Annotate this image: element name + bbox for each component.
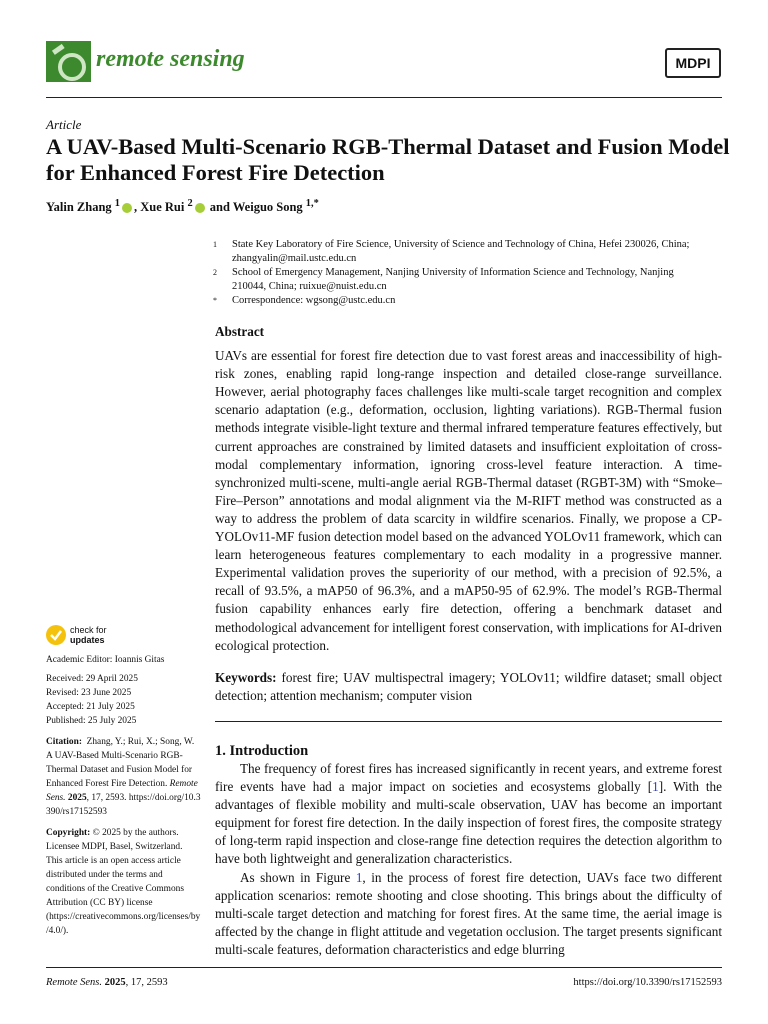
affil-number: * [213,296,217,305]
figure-link[interactable]: 1 [355,869,363,885]
author-name: Xue Rui [140,200,185,215]
dates [46,672,201,728]
author-affil: 2 [187,198,193,209]
badge-text: check for [70,625,107,635]
academic-editor: Academic Editor: Ioannis Gitas [46,655,165,665]
header-divider [46,97,722,98]
journal-logo [46,41,91,82]
footer-citation [46,977,168,988]
separator: , [133,200,141,215]
citation-year: 2025 [67,793,87,803]
keywords-text: forest fire; UAV multispectral imagery; YOLOv11; wildfire dataset; small object detection; attention mechanism; computer vision [215,669,722,703]
reference-link[interactable]: 1 [652,779,659,795]
footer-journal: Remote Sens. [46,977,102,988]
intro-heading: 1. Introduction [215,742,309,759]
author-affil: 1,* [305,198,319,209]
affil-text: School of Emergency Management, Nanjing University of Information Science and Technology, Nanjing 210044, China; ruixue@nuist.edu.cn [232,267,674,292]
footer-volume: , 17, 2593 [125,977,168,988]
date-received: Received: 29 April 2025 [46,674,138,684]
text: ]. With the advantages of flexible mobility and multi-scale observation, UAV has become an important equipment for forest fire detection. In the daily inspection of forest fires, the composite strategy of long-term rapid inspection and close-range fine detection requires the detection algorithm to have both lightweight and generalization characteristics. [215,779,722,867]
affil-number: 2 [213,268,217,277]
author-affil: 1 [114,198,120,209]
affil-number: 1 [213,240,217,249]
article-type: Article [46,117,82,132]
text: As shown in Figure [240,869,356,885]
main-column [215,323,722,959]
intro-paragraph [215,869,722,959]
keywords-label: Keywords: [215,669,277,685]
badge-text: updates [70,635,105,645]
footer-doi-link[interactable]: https://doi.org/10.3390/rs17152593 [573,977,722,988]
affiliations [213,238,723,308]
intro-paragraph [215,760,722,869]
date-revised: Revised: 23 June 2025 [46,688,132,698]
satellite-icon [46,41,91,82]
citation [46,735,201,819]
affil-text: State Key Laboratory of Fire Science, University of Science and Technology of China, Hefei 230026, China; zhangyalin@mail.ustc.edu.cn [232,239,690,264]
section-divider [215,721,722,722]
check-icon [46,625,66,645]
abstract-text: UAVs are essential for forest fire detection due to vast forest areas and inaccessibility of high-risk zones, enabling rapid long-range inspection and detailed close-range surveillance. However, aerial photography faces challenges like multi-scale target recognition and complex scenario adaptation (e.g., deformation, occlusion, lighting variations). RGB-Thermal fusion methods integrate visible-light texture and thermal infrared temperature features effectively, but current approaches are constrained by limited datasets and insufficient exploitation of cross-modal complementary information, ignoring cross-level feature interaction. A time-synchronized multi-scene, multi-angle aerial RGB-Thermal dataset (RGBT-3M) with “Smoke–Fire–Person” annotations and modal alignment via the M-RIFT method was constructed as a way to address the problem of data scarcity in wildfire scenarios. Finally, we propose a CP-YOLOv11-MF fusion detection model based on the advanced YOLOv11 framework, which can learn heterogeneous features complementary to each modality in a progressive manner. Experimental validation proves the superiority of our method, with a precision of 92.5%, a recall of 93.5%, a mAP50 of 96.3%, and a mAP50-95 of 62.9%. The model’s RGB-Thermal fusion capability enhances early fire detection, offering a benchmark dataset and methodological advancement for intelligent forest conservation, with implications for AI-driven ecological protection. [215,348,722,653]
author-name: Weiguo Song [232,200,303,215]
citation-doi-link[interactable]: https://doi.org/10.3390/rs17152593 [46,793,201,817]
author-list [46,198,319,215]
orcid-icon[interactable] [195,203,205,213]
copyright [46,826,201,938]
check-for-updates-badge[interactable] [46,625,201,645]
paper-title: A UAV-Based Multi-Scenario RGB-Thermal Dataset and Fusion Model for Enhanced Forest Fire Detection [46,134,730,185]
publisher-logo[interactable]: MDPI [665,48,721,78]
author-name: Yalin Zhang [46,200,112,215]
citation-journal: Remote Sens. [46,779,198,803]
affiliation-1 [213,238,723,266]
citation-text: Zhang, Y.; Rui, X.; Song, W. A UAV-Based Multi-Scenario RGB-Thermal Dataset and Fusion Model for Enhanced Forest Fire Detection. [46,737,195,789]
correspondence [213,294,723,308]
date-accepted: Accepted: 21 July 2025 [46,702,135,712]
copyright-label: Copyright: [46,828,91,838]
orcid-icon[interactable] [122,203,132,213]
affil-text: Correspondence: wgsong@ustc.edu.cn [232,295,396,306]
sidebar [46,625,201,938]
keywords [215,669,722,705]
journal-name[interactable]: remote sensing [96,46,245,72]
copyright-text: © 2025 by the authors. Licensee MDPI, Basel, Switzerland. This article is an open access article distributed under the terms and conditions of the Creative Commons Attribution (CC BY) license (https://creativecommons.org/licenses/by/4.0/). [46,828,201,936]
text: The frequency of forest fires has increased significantly in recent years, and extreme forest fire events have had a major impact on societies and ecosystems globally [ [215,760,722,795]
separator: and [206,200,233,215]
footer-divider [46,967,722,968]
citation-volume: , 17, 2593. [86,793,127,803]
text: , in the process of forest fire detection, UAVs face two different application scenarios: remote shooting and close shooting. This brings about the difficulty of multi-scale target detection and matching for forest fires. At the same time, the aerial image is affected by the change in flight attitude and vegetation occlusion. The target presents significant multi-scale features, deformation characteristics and edge blurring [215,869,722,957]
date-published: Published: 25 July 2025 [46,716,137,726]
affiliation-2 [213,266,723,294]
abstract-heading: Abstract [215,324,265,339]
footer-year: 2025 [104,977,126,988]
citation-label: Citation: [46,737,82,747]
